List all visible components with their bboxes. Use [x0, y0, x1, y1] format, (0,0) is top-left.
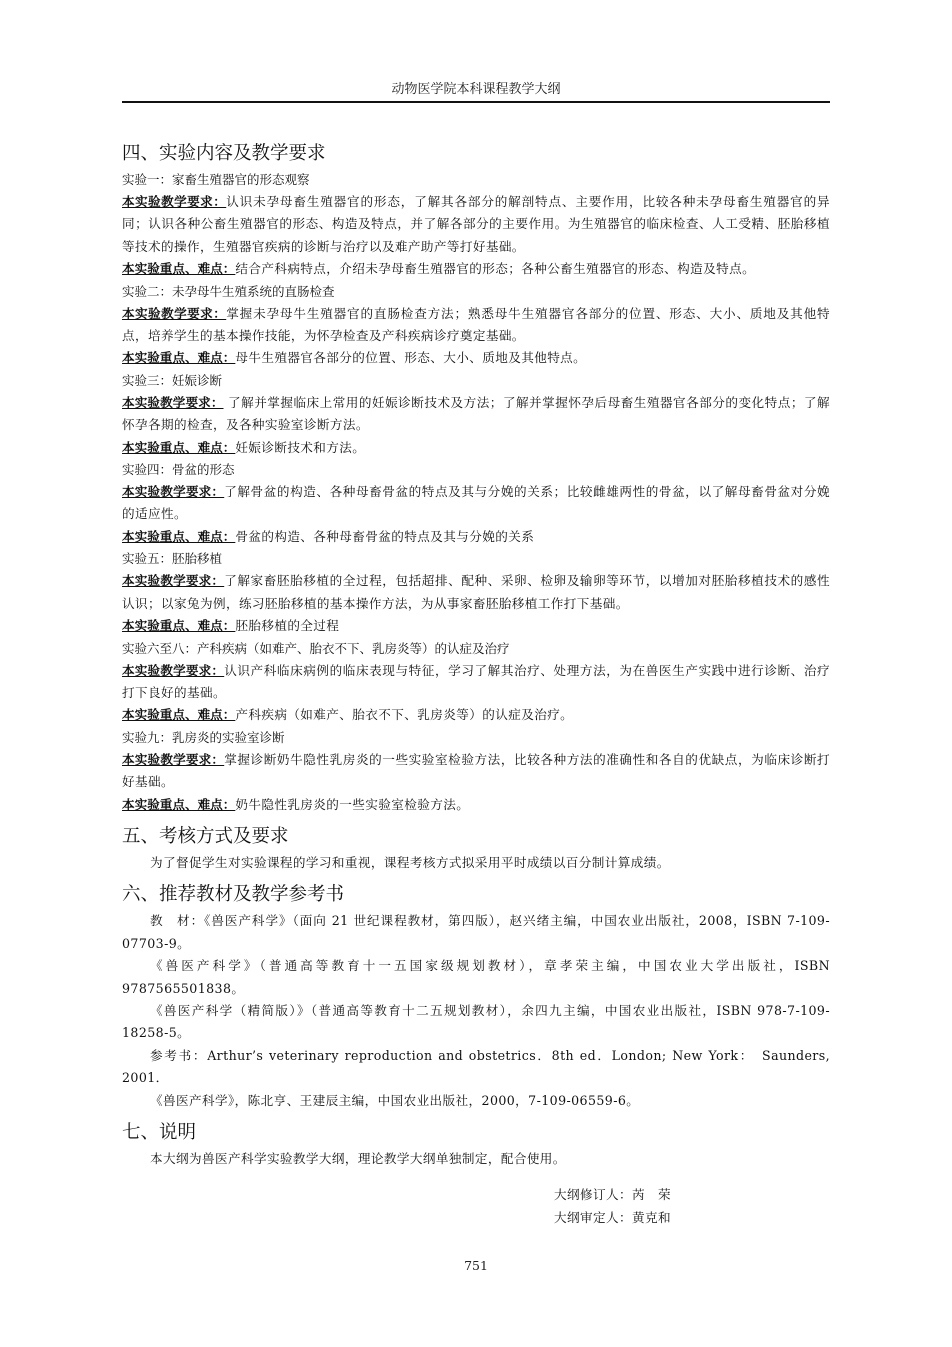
teaching-requirement-label: 本实验教学要求： — [122, 305, 227, 321]
experiment-title: 实验一：家畜生殖器官的形态观察 — [122, 172, 310, 187]
teaching-requirement-text: 掌握诊断奶牛隐性乳房炎的一些实验室检验方法，比较各种方法的准确性和各自的优缺点，为临床诊断打好基础。 — [122, 751, 831, 790]
key-points-label: 本实验重点、难点： — [122, 439, 236, 455]
key-points-text: 骨盆的构造、各种母畜骨盆的特点及其与分娩的关系 — [235, 528, 535, 544]
reviser-signature: 大纲修订人：芮 荣 — [554, 1187, 671, 1203]
key-points-paragraph — [122, 526, 830, 548]
page-number: 751 — [464, 1258, 488, 1273]
teaching-requirement-label: 本实验教学要求： — [122, 573, 225, 589]
teaching-requirement-paragraph — [122, 660, 830, 705]
key-points-label: 本实验重点、难点： — [122, 350, 236, 366]
reference-item: 参考书：Arthur’s veterinary reproduction and obstetrics．8th ed．London; New York： Saunders, 2001． — [122, 1047, 830, 1086]
teaching-requirement-paragraph — [122, 481, 830, 526]
reviewer-signature: 大纲审定人：黄克和 — [554, 1209, 671, 1225]
section-7-heading: 七、说明 — [122, 1122, 197, 1143]
reference-item: 《兽医产科学》（普通高等教育十一五国家级规划教材），章孝荣主编，中国农业大学出版社，ISBN 9787565501838。 — [122, 958, 830, 996]
key-points-text: 妊娠诊断技术和方法。 — [235, 439, 366, 455]
key-points-label: 本实验重点、难点： — [122, 796, 236, 812]
experiment-block — [122, 169, 830, 281]
teaching-requirement-label: 本实验教学要求： — [122, 484, 225, 500]
reference-item: 教 材：《兽医产科学》（面向 21 世纪课程教材，第四版），赵兴绪主编，中国农业出版社，2008，ISBN 7-109-07703-9。 — [122, 913, 830, 951]
teaching-requirement-text: 掌握未孕母牛生殖器官的直肠检查方法；熟悉母牛生殖器官各部分的位置、形态、大小、质地及其他特点，培养学生的基本操作技能，为怀孕检查及产科疾病诊疗奠定基础。 — [122, 305, 831, 344]
teaching-requirement-label: 本实验教学要求： — [122, 751, 225, 767]
key-points-text: 产科疾病（如难产、胎衣不下、乳房炎等）的认症及治疗。 — [235, 707, 574, 723]
key-points-label: 本实验重点、难点： — [122, 618, 236, 634]
experiment-title: 实验二：未孕母牛生殖系统的直肠检查 — [122, 283, 335, 299]
section-5-text: 为了督促学生对实验课程的学习和重视，课程考核方式拟采用平时成绩以百分制计算成绩。 — [150, 854, 670, 870]
section-4-heading: 四、实验内容及教学要求 — [122, 143, 326, 164]
experiment-block — [122, 459, 830, 548]
key-points-paragraph — [122, 258, 830, 280]
teaching-requirement-text: 认识产科临床病例的临床表现与特征，学习了解其治疗、处理方法，为在兽医生产实践中进行诊断、治疗打下良好的基础。 — [122, 662, 831, 700]
experiment-title: 实验九：乳房炎的实验室诊断 — [122, 729, 285, 745]
teaching-requirement-text: 认识未孕母畜生殖器官的形态，了解其各部分的解剖特点、主要作用，比较各种未孕母畜生殖器官的异同；认识各种公畜生殖器官的形态、构造及特点，并了解各部分的主要作用。为生殖器官的临床检查、人工受精、胚胎移植等技术的操作，生殖器官疾病的诊断与治疗以及难产助产等打好基础。 — [122, 194, 831, 254]
key-points-paragraph — [122, 615, 830, 637]
teaching-requirement-text: 了解骨盆的构造、各种母畜骨盆的特点及其与分娩的关系；比较雌雄两性的骨盆，以了解母畜骨盆对分娩的适应性。 — [122, 484, 831, 522]
key-points-label: 本实验重点、难点： — [122, 707, 236, 723]
key-points-paragraph — [122, 704, 830, 726]
teaching-requirement-text: 了解并掌握临床上常用的妊娠诊断技术及方法；了解并掌握怀孕后母畜生殖器官各部分的变化特点；了解怀孕各期的检查，及各种实验室诊断方法。 — [122, 394, 830, 433]
experiment-block — [122, 638, 830, 727]
key-points-text: 胚胎移植的全过程 — [235, 618, 340, 634]
teaching-requirement-text: 了解家畜胚胎移植的全过程，包括超排、配种、采卵、检卵及输卵等环节，以增加对胚胎移植技术的感性认识；以家兔为例，练习胚胎移植的基本操作方法，为从事家畜胚胎移植工作打下基础。 — [122, 573, 831, 611]
reference-item: 《兽医产科学（精简版）》（普通高等教育十二五规划教材），余四九主编，中国农业出版社，ISBN 978-7-109-18258-5。 — [122, 1002, 830, 1041]
teaching-requirement-label: 本实验教学要求： — [122, 662, 225, 678]
teaching-requirement-paragraph — [122, 570, 830, 615]
teaching-requirement-paragraph — [122, 191, 830, 258]
section-7-text: 本大纲为兽医产科学实验教学大纲，理论教学大纲单独制定，配合使用。 — [150, 1151, 566, 1166]
key-points-text: 结合产科病特点，介绍未孕母畜生殖器官的形态；各种公畜生殖器官的形态、构造及特点。 — [235, 261, 756, 277]
section-5-heading: 五、考核方式及要求 — [122, 825, 289, 847]
teaching-requirement-paragraph — [122, 392, 830, 437]
experiment-block — [122, 727, 830, 816]
experiment-title: 实验四：骨盆的形态 — [122, 462, 235, 478]
key-points-paragraph — [122, 794, 830, 816]
key-points-text: 奶牛隐性乳房炎的一些实验室检验方法。 — [235, 796, 470, 812]
teaching-requirement-paragraph — [122, 749, 830, 794]
signature-block — [122, 1184, 830, 1229]
key-points-label: 本实验重点、难点： — [122, 261, 236, 277]
teaching-requirement-label: 本实验教学要求： — [122, 394, 224, 410]
section-6-heading: 六、推荐教材及教学参考书 — [122, 884, 345, 906]
page-content — [122, 142, 830, 1229]
teaching-requirement-paragraph — [122, 303, 830, 348]
experiment-title: 实验六至八：产科疾病（如难产、胎衣不下、乳房炎等）的认症及治疗 — [122, 640, 510, 656]
experiment-block — [122, 548, 830, 637]
reference-item: 《兽医产科学》，陈北亨、王建辰主编，中国农业出版社，2000，7-109-06559-6。 — [150, 1092, 640, 1108]
key-points-text: 母牛生殖器官各部分的位置、形态、大小、质地及其他特点。 — [235, 350, 587, 366]
experiment-list — [122, 169, 830, 816]
key-points-paragraph — [122, 437, 830, 459]
experiment-title: 实验三：妊娠诊断 — [122, 372, 223, 388]
experiment-block — [122, 281, 830, 370]
teaching-requirement-label: 本实验教学要求： — [122, 194, 227, 209]
key-points-label: 本实验重点、难点： — [122, 528, 236, 544]
key-points-paragraph — [122, 347, 830, 369]
experiment-block — [122, 370, 830, 459]
page-header: 动物医学院本科课程教学大纲 — [391, 82, 561, 97]
experiment-title: 实验五：胚胎移植 — [122, 551, 223, 567]
header-rule — [122, 101, 830, 103]
